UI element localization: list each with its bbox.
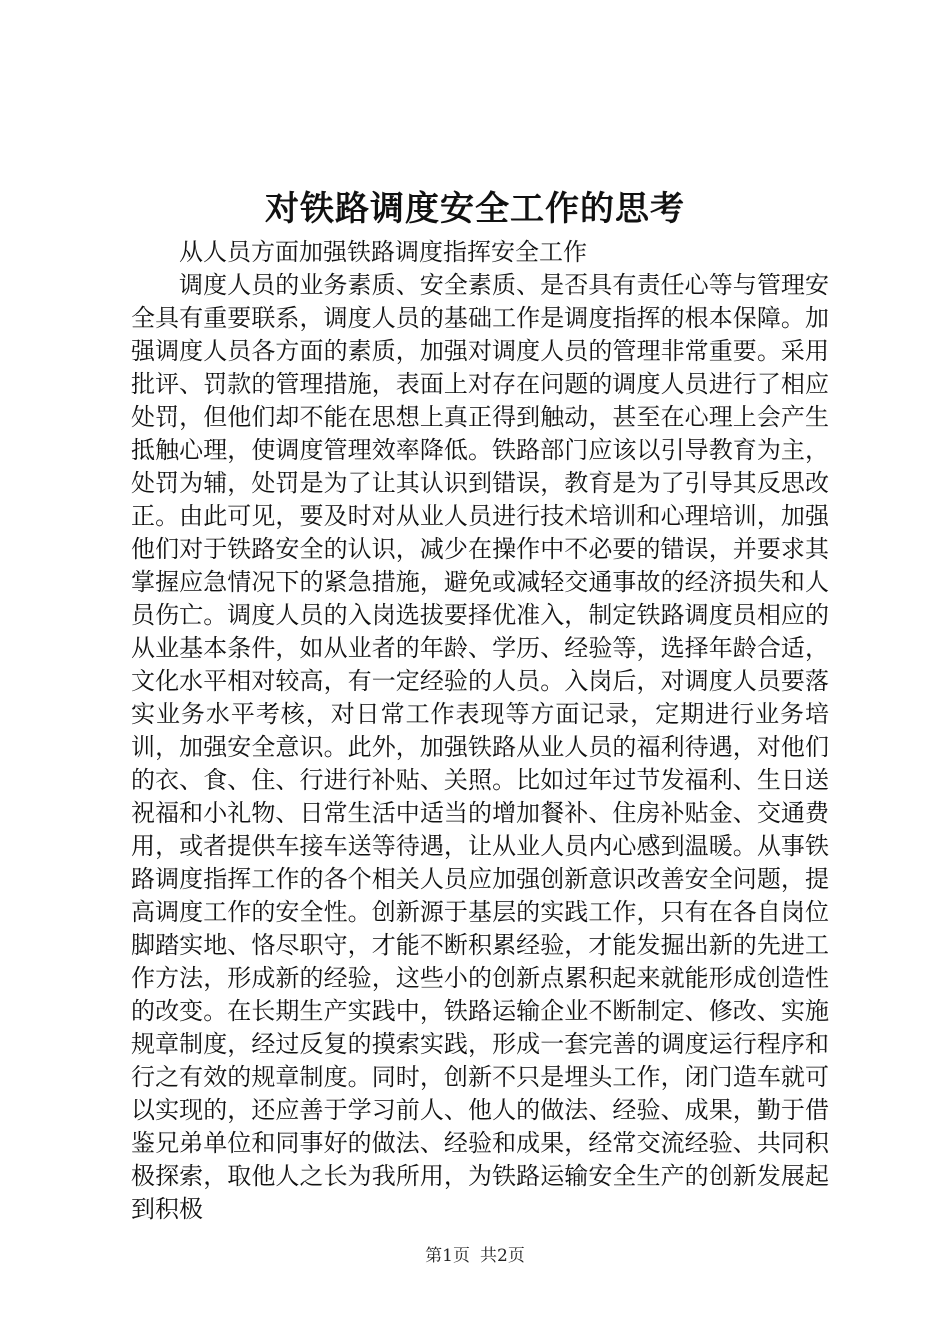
- document-title: 对铁路调度安全工作的思考: [265, 189, 685, 229]
- body-paragraph: 调度人员的业务素质、安全素质、是否具有责任心等与管理安全具有重要联系，调度人员的基础工作是调度指挥的根本保障。加强调度人员各方面的素质，加强对调度人员的管理非常重要。采用批评、罚款的管理措施，表面上对存在问题的调度人员进行了相应处罚，但他们却不能在思想上真正得到触动，甚至在心理上会产生抵触心理，使调度管理效率降低。铁路部门应该以引导教育为主，处罚为辅，处罚是为了让其认识到错误，教育是为了引导其反思改正。由此可见，要及时对从业人员进行技术培训和心理培训，加强他们对于铁路安全的认识，减少在操作中不必要的错误，并要求其掌握应急情况下的紧急措施，避免或减轻交通事故的经济损失和人员伤亡。调度人员的入岗选拔要择优准入，制定铁路调度员相应的从业基本条件，如从业者的年龄、学历、经验等，选择年龄合适，文化水平相对较高，有一定经验的人员。入岗后，对调度人员要落实业务水平考核，对日常工作表现等方面记录，定期进行业务培训，加强安全意识。此外，加强铁路从业人员的福利待遇，对他们的衣、食、住、行进行补贴、关照。比如过年过节发福利、生日送祝福和小礼物、日常生活中适当的增加餐补、住房补贴金、交通费用，或者提供车接车送等待遇，让从业人员内心感到温暖。从事铁路调度指挥工作的各个相关人员应加强创新意识改善安全问题，提高调度工作的安全性。创新源于基层的实践工作，只有在各自岗位脚踏实地、恪尽职守，才能不断积累经验，才能发掘出新的先进工作方法，形成新的经验，这些小的创新点累积起来就能形成创造性的改变。在长期生产实践中，铁路运输企业不断制定、修改、实施规章制度，经过反复的摸索实践，形成一套完善的调度运行程序和行之有效的规章制度。同时，创新不只是埋头工作，闭门造车就可以实现的，还应善于学习前人、他人的做法、经验、成果，勤于借鉴兄弟单位和同事好的做法、经验和成果，经常交流经验、共同积极探索，取他人之长为我所用，为铁路运输安全生产的创新发展起到积极: [131, 271, 829, 1223]
- page-total: 共2页: [480, 1246, 525, 1266]
- page-footer: [0, 1244, 950, 1268]
- page-number: 第1页: [425, 1246, 470, 1266]
- section-subheading: 从人员方面加强铁路调度指挥安全工作: [179, 238, 587, 266]
- document-body: [131, 236, 829, 1226]
